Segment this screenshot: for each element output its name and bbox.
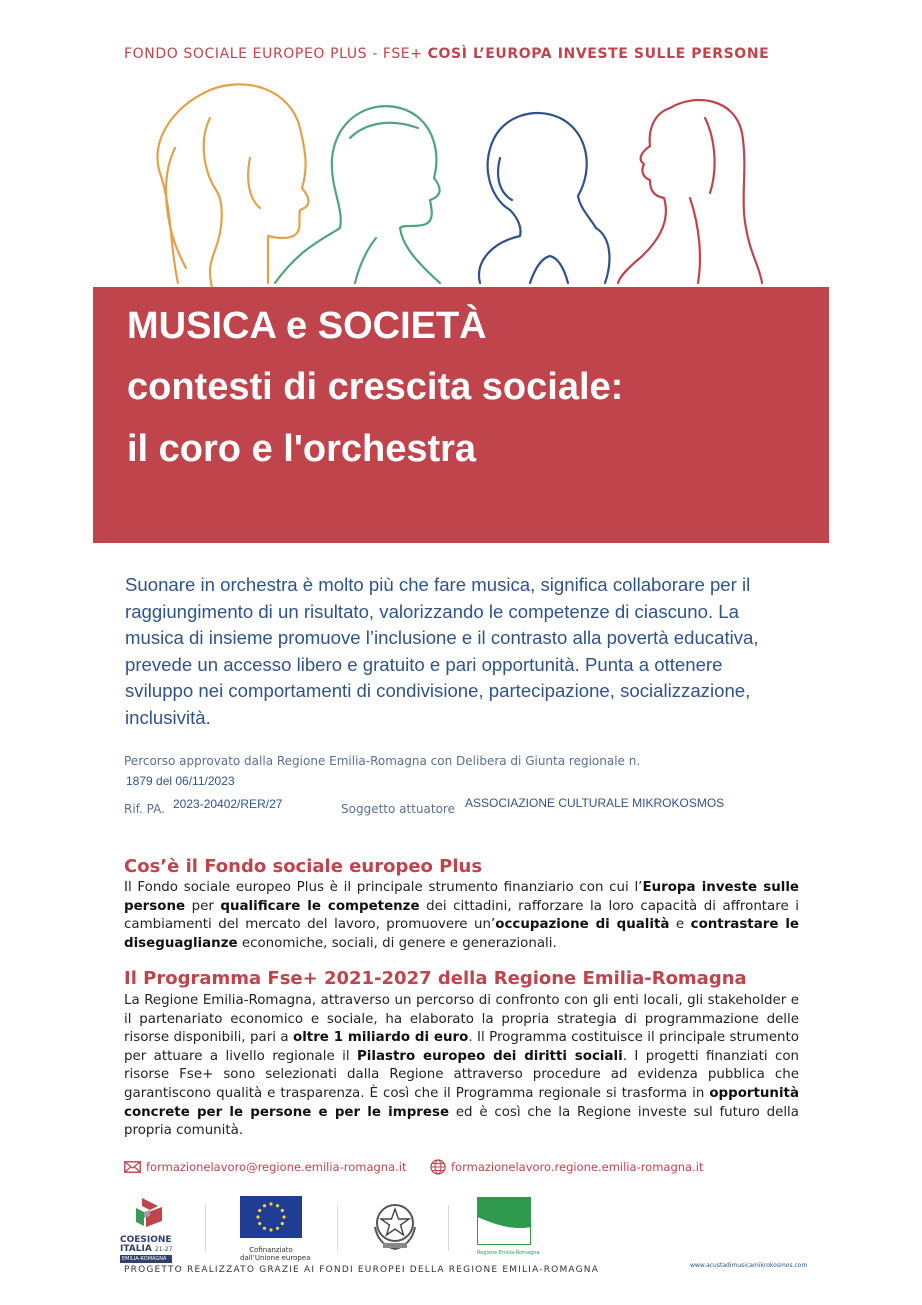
bold-run: opportunità concrete per le persone e per le imprese [124, 1085, 799, 1120]
italian-republic-emblem-icon [367, 1197, 423, 1253]
coesione-italia-logo [120, 1196, 180, 1260]
header-slogan [124, 46, 769, 62]
section1-heading: Cos’è il Fondo sociale europeo Plus [124, 856, 483, 877]
text-run: ed è così che la Regione investe sul futuro della propria comunità. [124, 1104, 799, 1139]
intro-line: prevede un accesso libero e gratuito e pari opportunità. Punta a ottenere [125, 653, 723, 675]
program-name: FONDO SOCIALE EUROPEO PLUS - FSE+ [124, 46, 428, 62]
website-footer-link[interactable]: www.acustadimusicamikrokosmos.com [690, 1262, 808, 1269]
title-line-2: contesti di crescita sociale: [127, 366, 624, 408]
eu-logo [240, 1196, 311, 1262]
logo-divider [205, 1205, 206, 1251]
eu-line2: dall’Unione europea [240, 1254, 311, 1262]
person-red [618, 100, 762, 283]
intro-line: musica di insieme promuove l’inclusione e il contrasto alla povertà educativa, [125, 627, 759, 648]
intro-line: sviluppo nei comportamenti di condivisione, partecipazione, socializzazione, [125, 680, 751, 701]
text-run: economiche, sociali, di genere e generazionali. [237, 935, 557, 951]
bold-run: oltre 1 miliardo di euro [293, 1030, 469, 1046]
eu-line1: Cofinanziato [249, 1246, 293, 1254]
text-run: per [185, 898, 221, 914]
faces-illustration [150, 78, 770, 290]
section1-paragraph [124, 879, 799, 953]
intro-line: Suonare in orchestra è molto più che fare musica, significa collaborare per il [125, 574, 751, 595]
text-run: dei cittadini, rafforzare la loro capacità di affrontare i cambiamenti del mercato del lavoro, promuovere un’ [124, 898, 799, 933]
person-orange [157, 84, 308, 288]
bold-run: Pilastro europeo dei diritti sociali [356, 1048, 623, 1064]
intro-paragraph [125, 572, 815, 731]
website-link[interactable]: formazionelavoro.regione.emilia-romagna.it [451, 1160, 704, 1174]
intro-line: raggiungimento di un risultato, valorizzando le competenze di ciascuno. La [125, 600, 739, 622]
bold-run: qualificare le competenze [220, 898, 420, 914]
intro-line: inclusività. [125, 706, 211, 728]
section2-paragraph [124, 992, 799, 1141]
text-run: e [669, 917, 691, 933]
coesione-years: 21-27 [154, 1246, 173, 1253]
email-icon [124, 1161, 141, 1173]
regione-label: Regione Emilia-Romagna [477, 1250, 540, 1256]
coesione-line2: ITALIA [120, 1244, 152, 1254]
bold-run: contrastare le diseguaglianze [124, 917, 799, 951]
logo-divider [448, 1205, 449, 1251]
coesione-region: EMILIA-ROMAGNA [120, 1255, 172, 1263]
rif-value: 2023-20402/RER/27 [173, 797, 283, 811]
section2-heading: Il Programma Fse+ 2021-2027 della Regione Emilia-Romagna [124, 968, 747, 989]
email-link[interactable]: formazionelavoro@regione.emilia-romagna.it [146, 1160, 407, 1174]
globe-icon [430, 1159, 446, 1175]
logo-divider [337, 1205, 338, 1251]
approval-text: Percorso approvato dalla Regione Emilia-Romagna con Delibera di Giunta regionale n. [124, 754, 641, 768]
person-green [275, 106, 440, 283]
title-line-3: il coro e l'orchestra [127, 428, 477, 470]
coesione-line1: COESIONE [120, 1235, 172, 1245]
bold-run: occupazione di qualità [495, 917, 670, 933]
soggetto-value: ASSOCIAZIONE CULTURALE MIKROKOSMOS [465, 796, 725, 810]
regione-emilia-romagna-logo [477, 1197, 540, 1259]
title-line-1: MUSICA e SOCIETÀ [127, 305, 487, 347]
text-run: . I progetti finanziati con risorse Fse+ sono selezionati dalla Regione attraverso procedure ad evidenza pubblica che garantiscono qualità e trasparenza. È così che il Programma regionale si trasforma in [124, 1048, 799, 1101]
footer-note: PROGETTO REALIZZATO GRAZIE AI FONDI EUROPEI DELLA REGIONE EMILIA-ROMAGNA [124, 1265, 600, 1275]
text-run: Il Fondo sociale europeo Plus è il principale strumento finanziario con cui l’ [124, 880, 643, 895]
eu-flag-icon [240, 1196, 302, 1238]
slogan: COSÌ L’EUROPA INVESTE SULLE PERSONE [427, 46, 770, 62]
bold-run: Europa investe sulle persone [124, 880, 799, 914]
delibera-number: 1879 del 06/11/2023 [126, 774, 235, 788]
person-blue [479, 113, 609, 283]
soggetto-label: Soggetto attuatore [341, 802, 455, 816]
text-run: La Regione Emilia-Romagna, attraverso un percorso di confronto con gli enti locali, gli stakeholder e il partenariato economico e sociale, ha elaborato la propria strategia di programmazione delle risorse disponibili, pari a [124, 993, 799, 1046]
rif-label: Rif. PA. [124, 802, 165, 816]
coesione-mark-icon [120, 1196, 180, 1230]
regione-mark-icon [477, 1197, 531, 1245]
text-run: . Il Programma costituisce il principale strumento per attuare a livello regionale il [124, 1030, 799, 1064]
